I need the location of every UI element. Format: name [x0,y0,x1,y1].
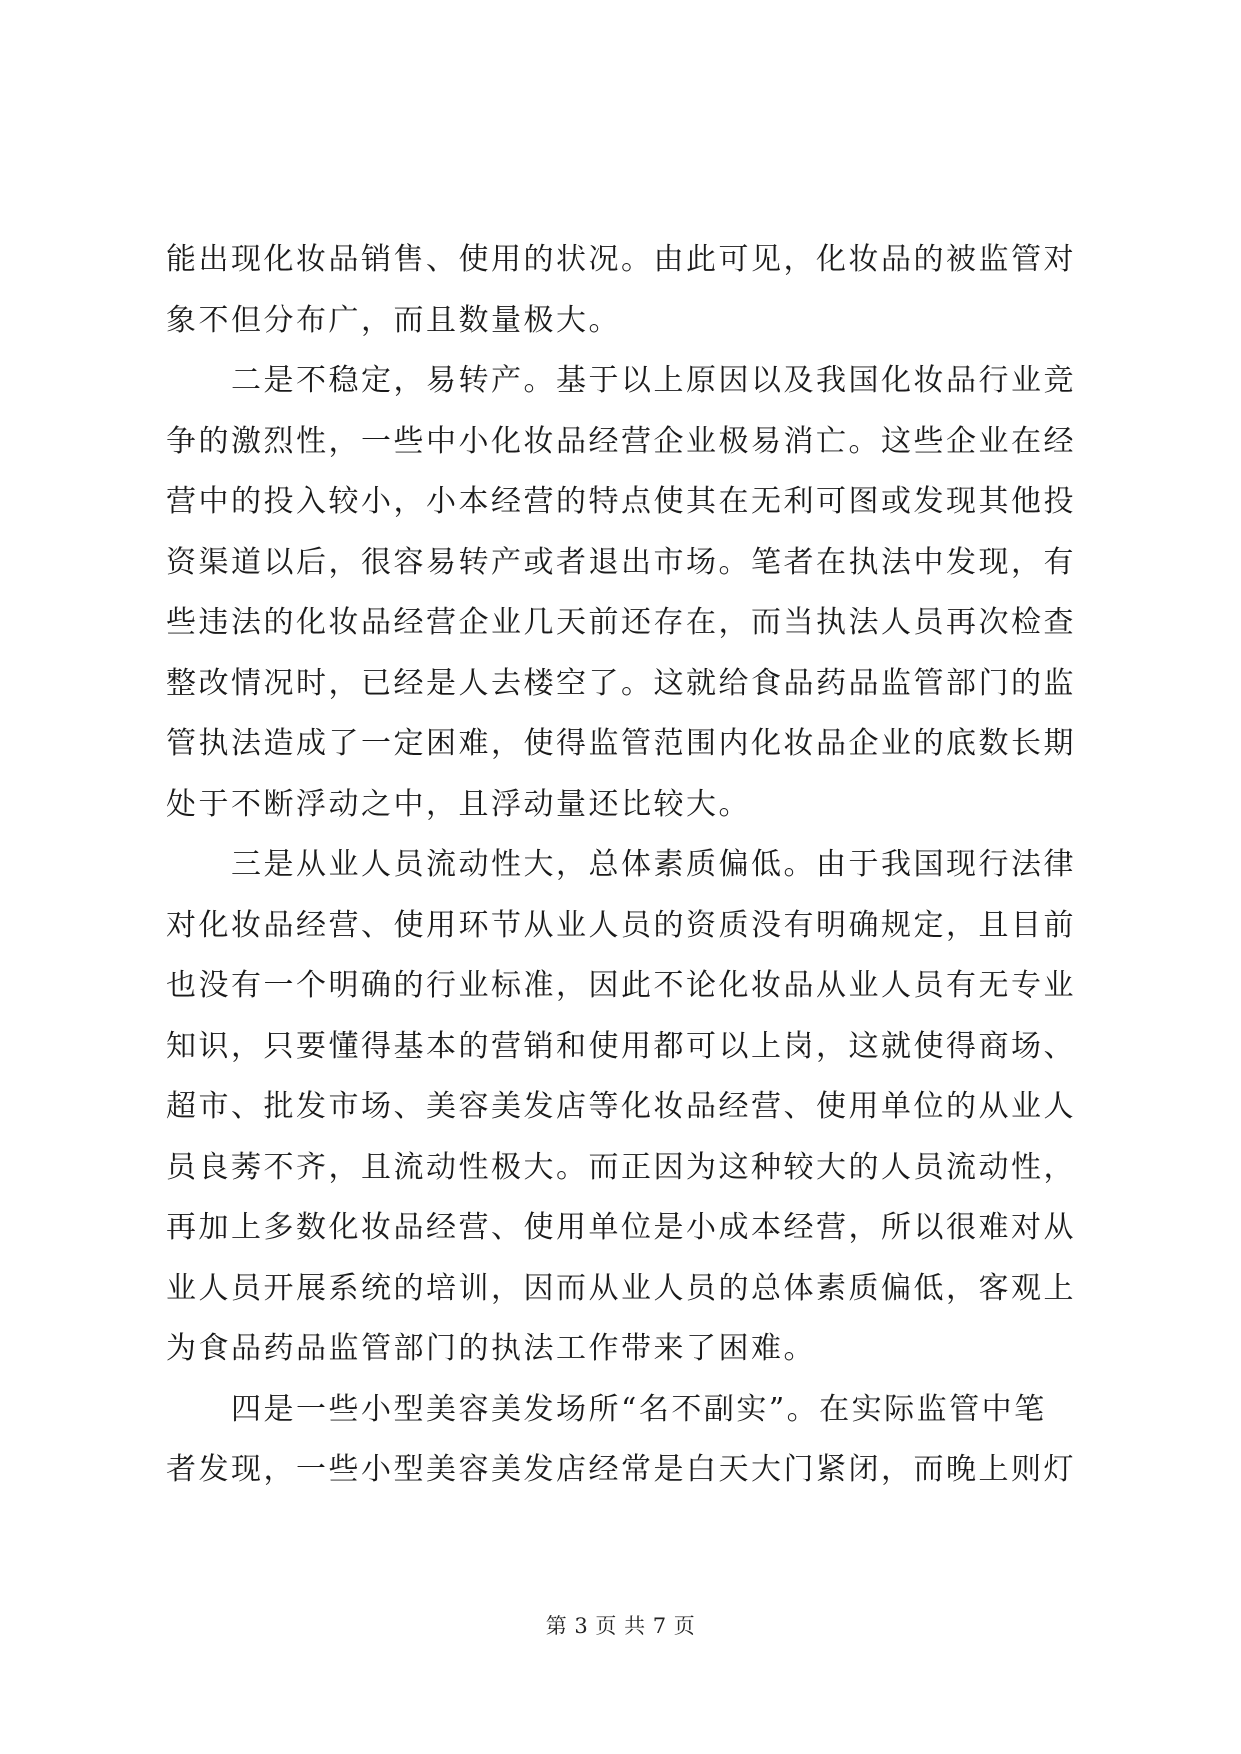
text-line: 四是一些小型美容美发场所“名不副实”。在实际监管中笔 [166,1391,1047,1427]
text-line: 者发现，一些小型美容美发店经常是白天大门紧闭，而晚上则灯 [166,1452,1076,1487]
text-line: 对化妆品经营、使用环节从业人员的资质没有明确规定，且目前 [166,907,1076,943]
text-line: 也没有一个明确的行业标准，因此不论化妆品从业人员有无专业 [166,968,1076,1003]
text-line: 知识，只要懂得基本的营销和使用都可以上岗，这就使得商场、 [166,1028,1076,1064]
text-line: 二是不稳定，易转产。基于以上原因以及我国化妆品行业竞 [166,363,1076,398]
text-line: 再加上多数化妆品经营、使用单位是小成本经营，所以很难对从 [166,1210,1076,1245]
page-number-footer: 第 3 页 共 7 页 [545,1614,696,1638]
text-line: 处于不断浮动之中，且浮动量还比较大。 [166,786,751,822]
text-line: 能出现化妆品销售、使用的状况。由此可见，化妆品的被监管对 [166,242,1076,277]
text-line: 超市、批发市场、美容美发店等化妆品经营、使用单位的从业人 [166,1089,1076,1124]
text-line: 管执法造成了一定困难，使得监管范围内化妆品企业的底数长期 [166,726,1076,761]
text-line: 业人员开展系统的培训，因而从业人员的总体素质偏低，客观上 [166,1270,1076,1306]
text-line: 三是从业人员流动性大，总体素质偏低。由于我国现行法律 [166,847,1076,882]
body-text [166,230,1076,1501]
text-line: 资渠道以后，很容易转产或者退出市场。笔者在执法中发现，有 [166,544,1076,580]
text-line: 营中的投入较小，小本经营的特点使其在无利可图或发现其他投 [166,484,1076,519]
text-line: 些违法的化妆品经营企业几天前还存在，而当执法人员再次检查 [166,605,1076,640]
text-line: 象不但分布广，而且数量极大。 [166,302,621,338]
text-line: 争的激烈性，一些中小化妆品经营企业极易消亡。这些企业在经 [166,423,1076,459]
text-line: 整改情况时，已经是人去楼空了。这就给食品药品监管部门的监 [166,665,1076,701]
text-line: 员良莠不齐，且流动性极大。而正因为这种较大的人员流动性， [166,1149,1076,1185]
text-line: 为食品药品监管部门的执法工作带来了困难。 [166,1331,816,1366]
